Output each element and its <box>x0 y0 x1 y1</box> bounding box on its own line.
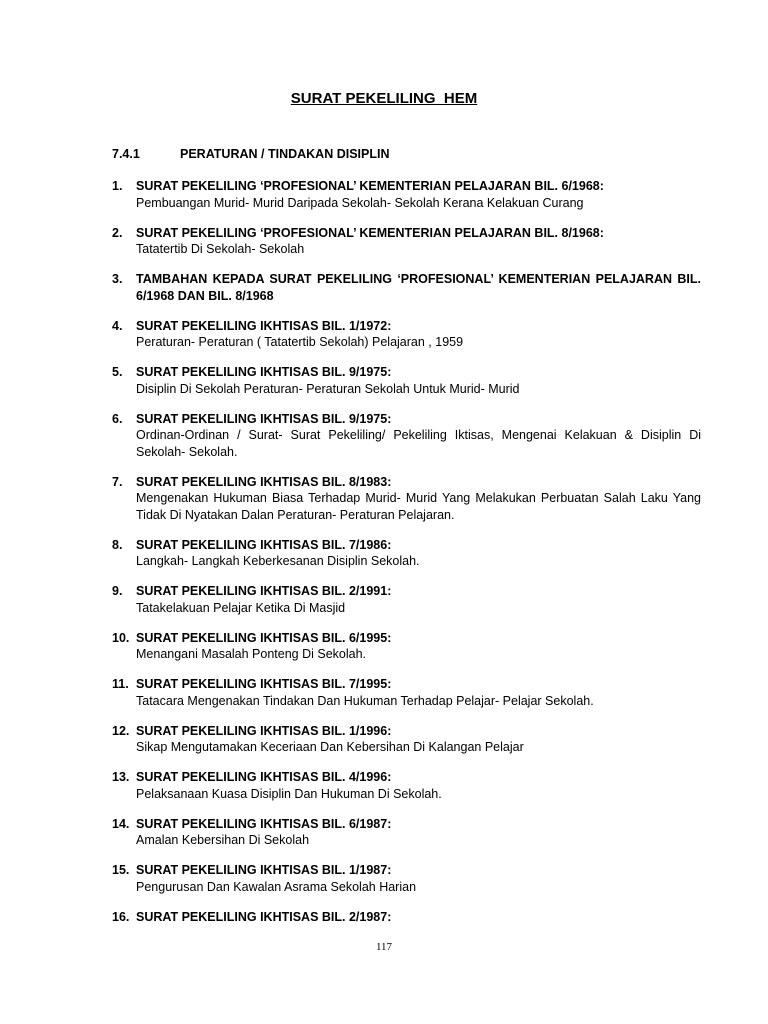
item-description: Tatacara Mengenakan Tindakan Dan Hukuman Terhadap Pelajar- Pelajar Sekolah. <box>136 693 594 708</box>
item-heading: SURAT PEKELILING ‘PROFESIONAL’ KEMENTERIAN PELAJARAN BIL. 6/1968: <box>136 179 604 193</box>
item-heading: SURAT PEKELILING IKHTISAS BIL. 9/1975: <box>136 365 392 379</box>
item-number: 6. <box>112 411 123 426</box>
item-description: Amalan Kebersihan Di Sekolah <box>136 833 310 847</box>
item-heading: SURAT PEKELILING IKHTISAS BIL. 2/1987: <box>136 909 392 924</box>
list-item <box>112 816 701 849</box>
item-description: Ordinan-Ordinan / Surat- Surat Pekeliling/ Pekeliling Iktisas, Mengenai Kelakuan & Disiplin Di Sekolah- Sekolah. <box>136 428 701 459</box>
list-item <box>112 676 701 709</box>
list-item <box>112 364 701 397</box>
item-number: 3. <box>112 272 123 286</box>
item-number: 15. <box>112 863 130 877</box>
section-title: PERATURAN / TINDAKAN DISIPLIN <box>180 147 390 161</box>
document-title: SURAT PEKELILING HEM <box>290 90 478 107</box>
list-item <box>112 909 701 926</box>
item-description: Menangani Masalah Ponteng Di Sekolah. <box>136 647 367 661</box>
item-number: 7. <box>112 474 123 489</box>
item-number: 11. <box>112 677 129 691</box>
item-number: 1. <box>112 179 123 193</box>
item-number: 12. <box>112 723 130 738</box>
list-item <box>112 537 701 570</box>
item-heading: SURAT PEKELILING IKHTISAS BIL. 9/1975: <box>136 411 392 426</box>
item-heading: SURAT PEKELILING IKHTISAS BIL. 6/1995: <box>136 630 392 645</box>
page-number: 117 <box>375 941 393 953</box>
item-description: Mengenakan Hukuman Biasa Terhadap Murid- Murid Yang Melakukan Perbuatan Salah Laku Yang Tidak Di Nyatakan Dalan Peraturan- Peraturan Pelajaran. <box>136 491 701 522</box>
item-description: Pelaksanaan Kuasa Disiplin Dan Hukuman Di Sekolah. <box>136 786 442 801</box>
item-number: 5. <box>112 365 123 379</box>
item-number: 13. <box>112 770 130 784</box>
item-number: 8. <box>112 537 123 552</box>
item-heading: SURAT PEKELILING IKHTISAS BIL. 1/1972: <box>136 318 392 333</box>
item-description: Sikap Mengutamakan Keceriaan Dan Kebersihan Di Kalangan Pelajar <box>136 740 524 754</box>
item-description: Pembuangan Murid- Murid Daripada Sekolah- Sekolah Kerana Kelakuan Curang <box>136 195 584 210</box>
list-item <box>112 769 701 802</box>
item-description: Tatakelakuan Pelajar Ketika Di Masjid <box>136 600 346 615</box>
item-number: 4. <box>112 318 123 333</box>
list-item <box>112 271 701 304</box>
list-item <box>112 474 701 524</box>
list-item <box>112 630 701 663</box>
item-number: 9. <box>112 584 123 598</box>
item-description: Peraturan- Peraturan ( Tatatertib Sekolah) Pelajaran , 1959 <box>136 335 464 349</box>
item-heading: SURAT PEKELILING IKHTISAS BIL. 1/1987: <box>136 863 392 877</box>
item-description: Tatatertib Di Sekolah- Sekolah <box>136 242 305 256</box>
item-heading: SURAT PEKELILING IKHTISAS BIL. 7/1986: <box>136 537 392 552</box>
list-item <box>112 411 701 461</box>
list-item <box>112 178 701 211</box>
list-item <box>112 318 701 351</box>
list-item <box>112 723 701 756</box>
item-number: 14. <box>112 816 130 831</box>
item-heading: SURAT PEKELILING IKHTISAS BIL. 4/1996: <box>136 770 392 784</box>
section-number: 7.4.1 <box>112 147 140 161</box>
item-heading: SURAT PEKELILING IKHTISAS BIL. 7/1995: <box>136 677 392 691</box>
list-item <box>112 225 701 258</box>
item-heading: SURAT PEKELILING IKHTISAS BIL. 1/1996: <box>136 723 392 738</box>
list-item <box>112 862 701 895</box>
item-description: Langkah- Langkah Keberkesanan Disiplin Sekolah. <box>136 554 420 568</box>
circular-list <box>112 178 701 939</box>
item-number: 10. <box>112 630 130 645</box>
item-number: 2. <box>112 225 123 240</box>
section-heading <box>112 146 390 163</box>
item-heading: SURAT PEKELILING IKHTISAS BIL. 6/1987: <box>136 816 392 831</box>
item-heading: TAMBAHAN KEPADA SURAT PEKELILING ‘PROFESIONAL’ KEMENTERIAN PELAJARAN BIL. 6/1968 DAN BIL. 8/1968 <box>136 272 701 303</box>
item-description: Pengurusan Dan Kawalan Asrama Sekolah Harian <box>136 879 417 894</box>
item-heading: SURAT PEKELILING ‘PROFESIONAL’ KEMENTERIAN PELAJARAN BIL. 8/1968: <box>136 225 604 240</box>
item-heading: SURAT PEKELILING IKHTISAS BIL. 2/1991: <box>136 584 392 598</box>
item-number: 16. <box>112 909 130 924</box>
list-item <box>112 583 701 616</box>
item-heading: SURAT PEKELILING IKHTISAS BIL. 8/1983: <box>136 474 392 489</box>
item-description: Disiplin Di Sekolah Peraturan- Peraturan Sekolah Untuk Murid- Murid <box>136 381 520 396</box>
